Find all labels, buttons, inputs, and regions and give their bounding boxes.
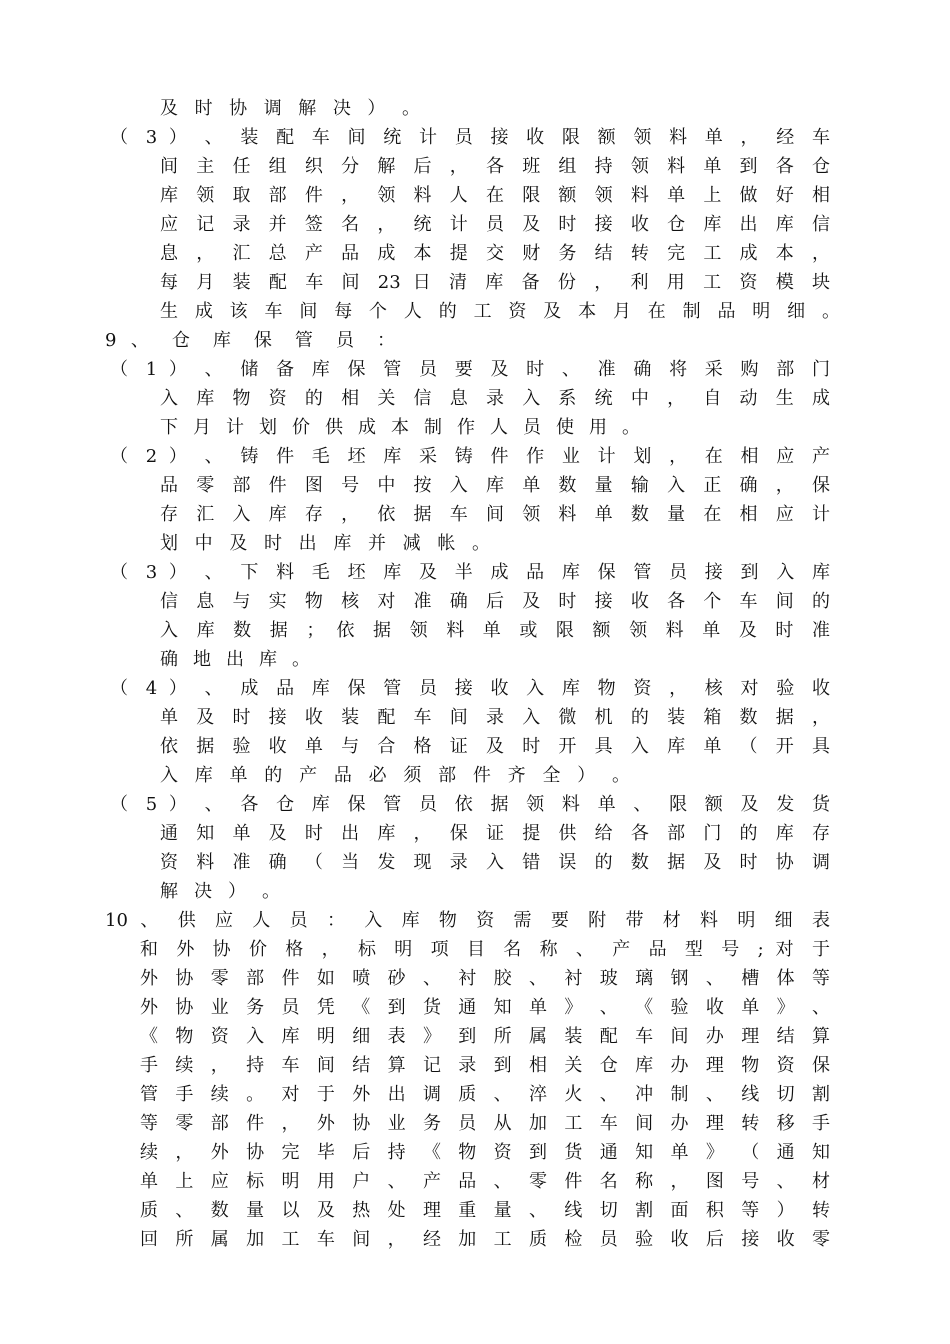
text-line: 回 所 属 加 工 车 间 ， 经 加 工 质 检 员 验 收 后 接 收 零: [140, 1229, 830, 1250]
text-line: 及 时 协 调 解 决 ） 。: [160, 98, 420, 119]
text-line: 单 上 应 标 明 用 户 、 产 品 、 零 件 名 称 ， 图 号 、 材: [140, 1171, 830, 1192]
text-line: 外 协 零 部 件 如 喷 砂 、 衬 胶 、 衬 玻 璃 钢 、 槽 体 等: [140, 968, 830, 989]
text-line: （ 3 ） 、 装 配 车 间 统 计 员 接 收 限 额 领 料 单 ， 经 车: [110, 127, 830, 148]
text-line: 存 汇 入 库 存 ， 依 据 车 间 领 料 单 数 量 在 相 应 计: [160, 504, 830, 525]
text-line: 入 库 数 据 ； 依 据 领 料 单 或 限 额 领 料 单 及 时 准: [160, 620, 830, 641]
text-line: 和 外 协 价 格 ， 标 明 项 目 名 称 、 产 品 型 号 ; 对 于: [140, 939, 830, 960]
text-line: （ 2 ） 、 铸 件 毛 坯 库 采 铸 件 作 业 计 划 ， 在 相 应 产: [110, 446, 830, 467]
text-line: 解 决 ） 。: [160, 881, 280, 902]
text-line: 每 月 装 配 车 间 23 日 清 库 备 份 ， 利 用 工 资 模 块: [160, 272, 830, 293]
text-line: （ 3 ） 、 下 料 毛 坯 库 及 半 成 品 库 保 管 员 接 到 入 库: [110, 562, 830, 583]
text-line: 《 物 资 入 库 明 细 表 》 到 所 属 装 配 车 间 办 理 结 算: [140, 1026, 830, 1047]
text-line: 依 据 验 收 单 与 合 格 证 及 时 开 具 入 库 单 （ 开 具: [160, 736, 830, 757]
text-line: 外 协 业 务 员 凭 《 到 货 通 知 单 》 、 《 验 收 单 》 、: [140, 997, 830, 1018]
text-line: （ 5 ） 、 各 仓 库 保 管 员 依 据 领 料 单 、 限 额 及 发 货: [110, 794, 830, 815]
text-line: 应 记 录 并 签 名 ， 统 计 员 及 时 接 收 仓 库 出 库 信: [160, 214, 830, 235]
text-line: 息 ， 汇 总 产 品 成 本 提 交 财 务 结 转 完 工 成 本 ，: [160, 243, 830, 264]
text-line: 入 库 单 的 产 品 必 须 部 件 齐 全 ） 。: [160, 765, 630, 786]
text-line: 划 中 及 时 出 库 并 减 帐 。: [160, 533, 490, 554]
text-line: 手 续 ， 持 车 间 结 算 记 录 到 相 关 仓 库 办 理 物 资 保: [140, 1055, 830, 1076]
text-line: 质 、 数 量 以 及 热 处 理 重 量 、 线 切 割 面 积 等 ） 转: [140, 1200, 830, 1221]
text-line: （ 4 ） 、 成 品 库 保 管 员 接 收 入 库 物 资 ， 核 对 验 收: [110, 678, 830, 699]
text-line: 9 、 仓 库 保 管 员 ：: [105, 330, 395, 351]
text-line: 单 及 时 接 收 装 配 车 间 录 入 微 机 的 装 箱 数 据 ，: [160, 707, 830, 728]
text-line: 品 零 部 件 图 号 中 按 入 库 单 数 量 输 入 正 确 ， 保: [160, 475, 830, 496]
text-line: 管 手 续 。 对 于 外 出 调 质 、 淬 火 、 冲 制 、 线 切 割: [140, 1084, 830, 1105]
text-line: 通 知 单 及 时 出 库 ， 保 证 提 供 给 各 部 门 的 库 存: [160, 823, 830, 844]
text-line: 10 、 供 应 人 员 ： 入 库 物 资 需 要 附 带 材 料 明 细 表: [105, 910, 830, 931]
text-line: 入 库 物 资 的 相 关 信 息 录 入 系 统 中 ， 自 动 生 成: [160, 388, 830, 409]
text-line: 库 领 取 部 件 ， 领 料 人 在 限 额 领 料 单 上 做 好 相: [160, 185, 830, 206]
text-line: 信 息 与 实 物 核 对 准 确 后 及 时 接 收 各 个 车 间 的: [160, 591, 830, 612]
text-line: 生 成 该 车 间 每 个 人 的 工 资 及 本 月 在 制 品 明 细 。: [160, 301, 840, 322]
text-line: 等 零 部 件 ， 外 协 业 务 员 从 加 工 车 间 办 理 转 移 手: [140, 1113, 830, 1134]
text-line: 续 ， 外 协 完 毕 后 持 《 物 资 到 货 通 知 单 》 （ 通 知: [140, 1142, 830, 1163]
text-line: （ 1 ） 、 储 备 库 保 管 员 要 及 时 、 准 确 将 采 购 部 门: [110, 359, 830, 380]
text-line: 确 地 出 库 。: [160, 649, 310, 670]
text-line: 资 料 准 确 （ 当 发 现 录 入 错 误 的 数 据 及 时 协 调: [160, 852, 830, 873]
text-line: 下 月 计 划 价 供 成 本 制 作 人 员 使 用 。: [160, 417, 640, 438]
text-line: 间 主 任 组 织 分 解 后 ， 各 班 组 持 领 料 单 到 各 仓: [160, 156, 830, 177]
